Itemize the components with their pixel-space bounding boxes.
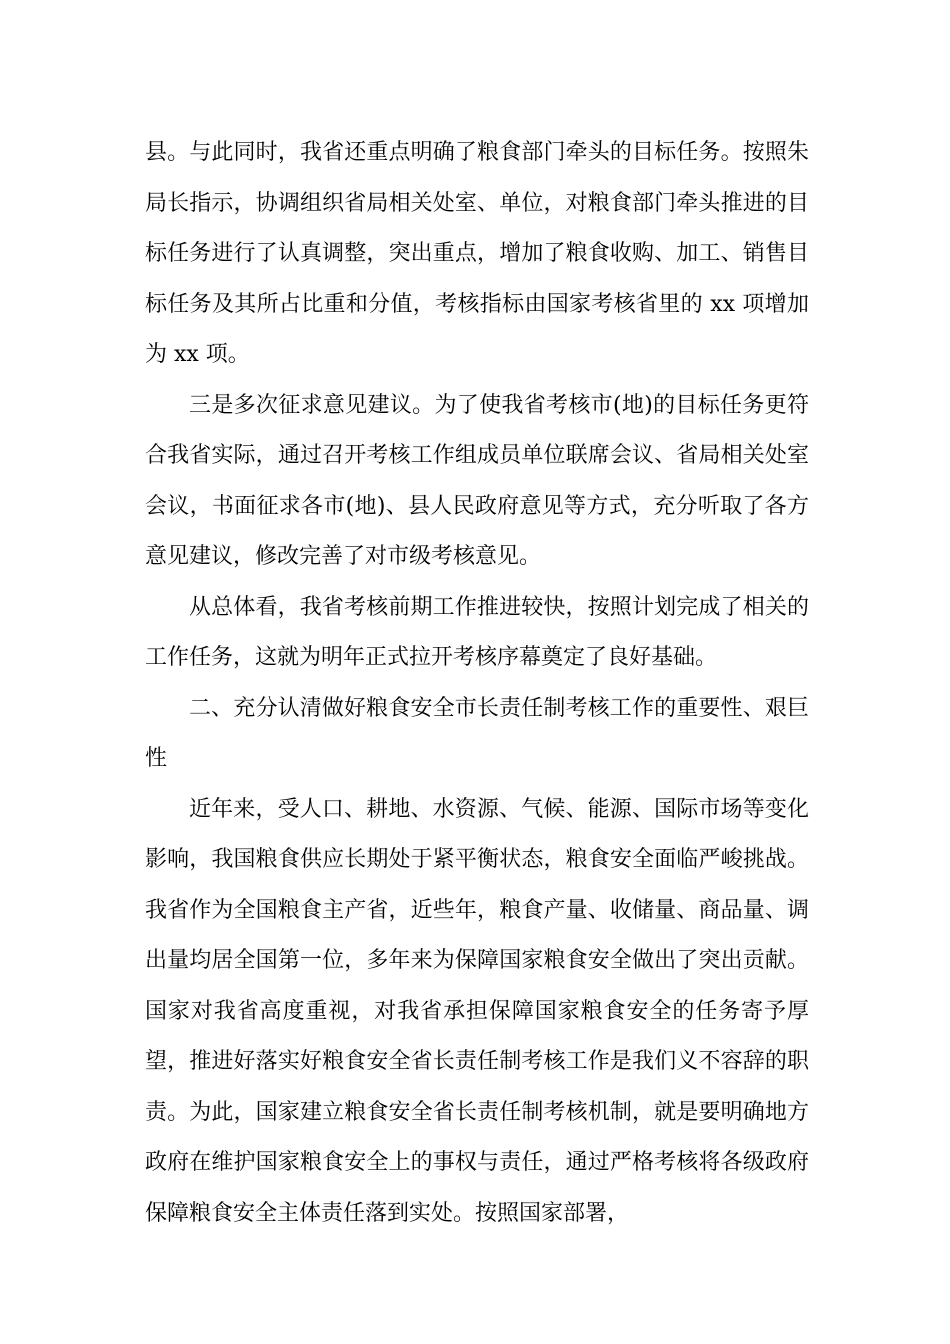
paragraph-4: 近年来，受人口、耕地、水资源、气候、能源、国际市场等变化影响，我国粮食供应长期处于紧平衡状态，粮食安全面临严峻挑战。我省作为全国粮食主产省，近些年，粮食产量、收储量、商品量、调出量均居全国第一位，多年来为保障国家粮食安全做出了突出贡献。国家对我省高度重视，对我省承担保障国家粮食安全的任务寄予厚望，推进好落实好粮食安全省长责任制考核工作是我们义不容辞的职责。为此，国家建立粮食安全省长责任制考核机制，就是要明确地方政府在维护国家粮食安全上的事权与责任，通过严格考核将各级政府保障粮食安全主体责任落到实处。按照国家部署， [145,796,809,1226]
section-heading-2: 二、充分认清做好粮食安全市长责任制考核工作的重要性、艰巨性 [145,695,809,771]
paragraph-3: 从总体看，我省考核前期工作推进较快，按照计划完成了相关的工作任务，这就为明年正式拉开考核序幕奠定了良好基础。 [145,594,809,670]
paragraph-2: 三是多次征求意见建议。为了使我省考核市(地)的目标任务更符合我省实际，通过召开考核工作组成员单位联席会议、省局相关处室会议，书面征求各市(地)、县人民政府意见等方式，充分听取了各方意见建议，修改完善了对市级考核意见。 [145,392,809,569]
document-body [145,128,809,1239]
paragraph-1: 县。与此同时，我省还重点明确了粮食部门牵头的目标任务。按照朱局长指示，协调组织省局相关处室、单位，对粮食部门牵头推进的目标任务进行了认真调整，突出重点，增加了粮食收购、加工、销售目标任务及其所占比重和分值，考核指标由国家考核省里的 xx 项增加为 xx 项。 [145,140,809,367]
